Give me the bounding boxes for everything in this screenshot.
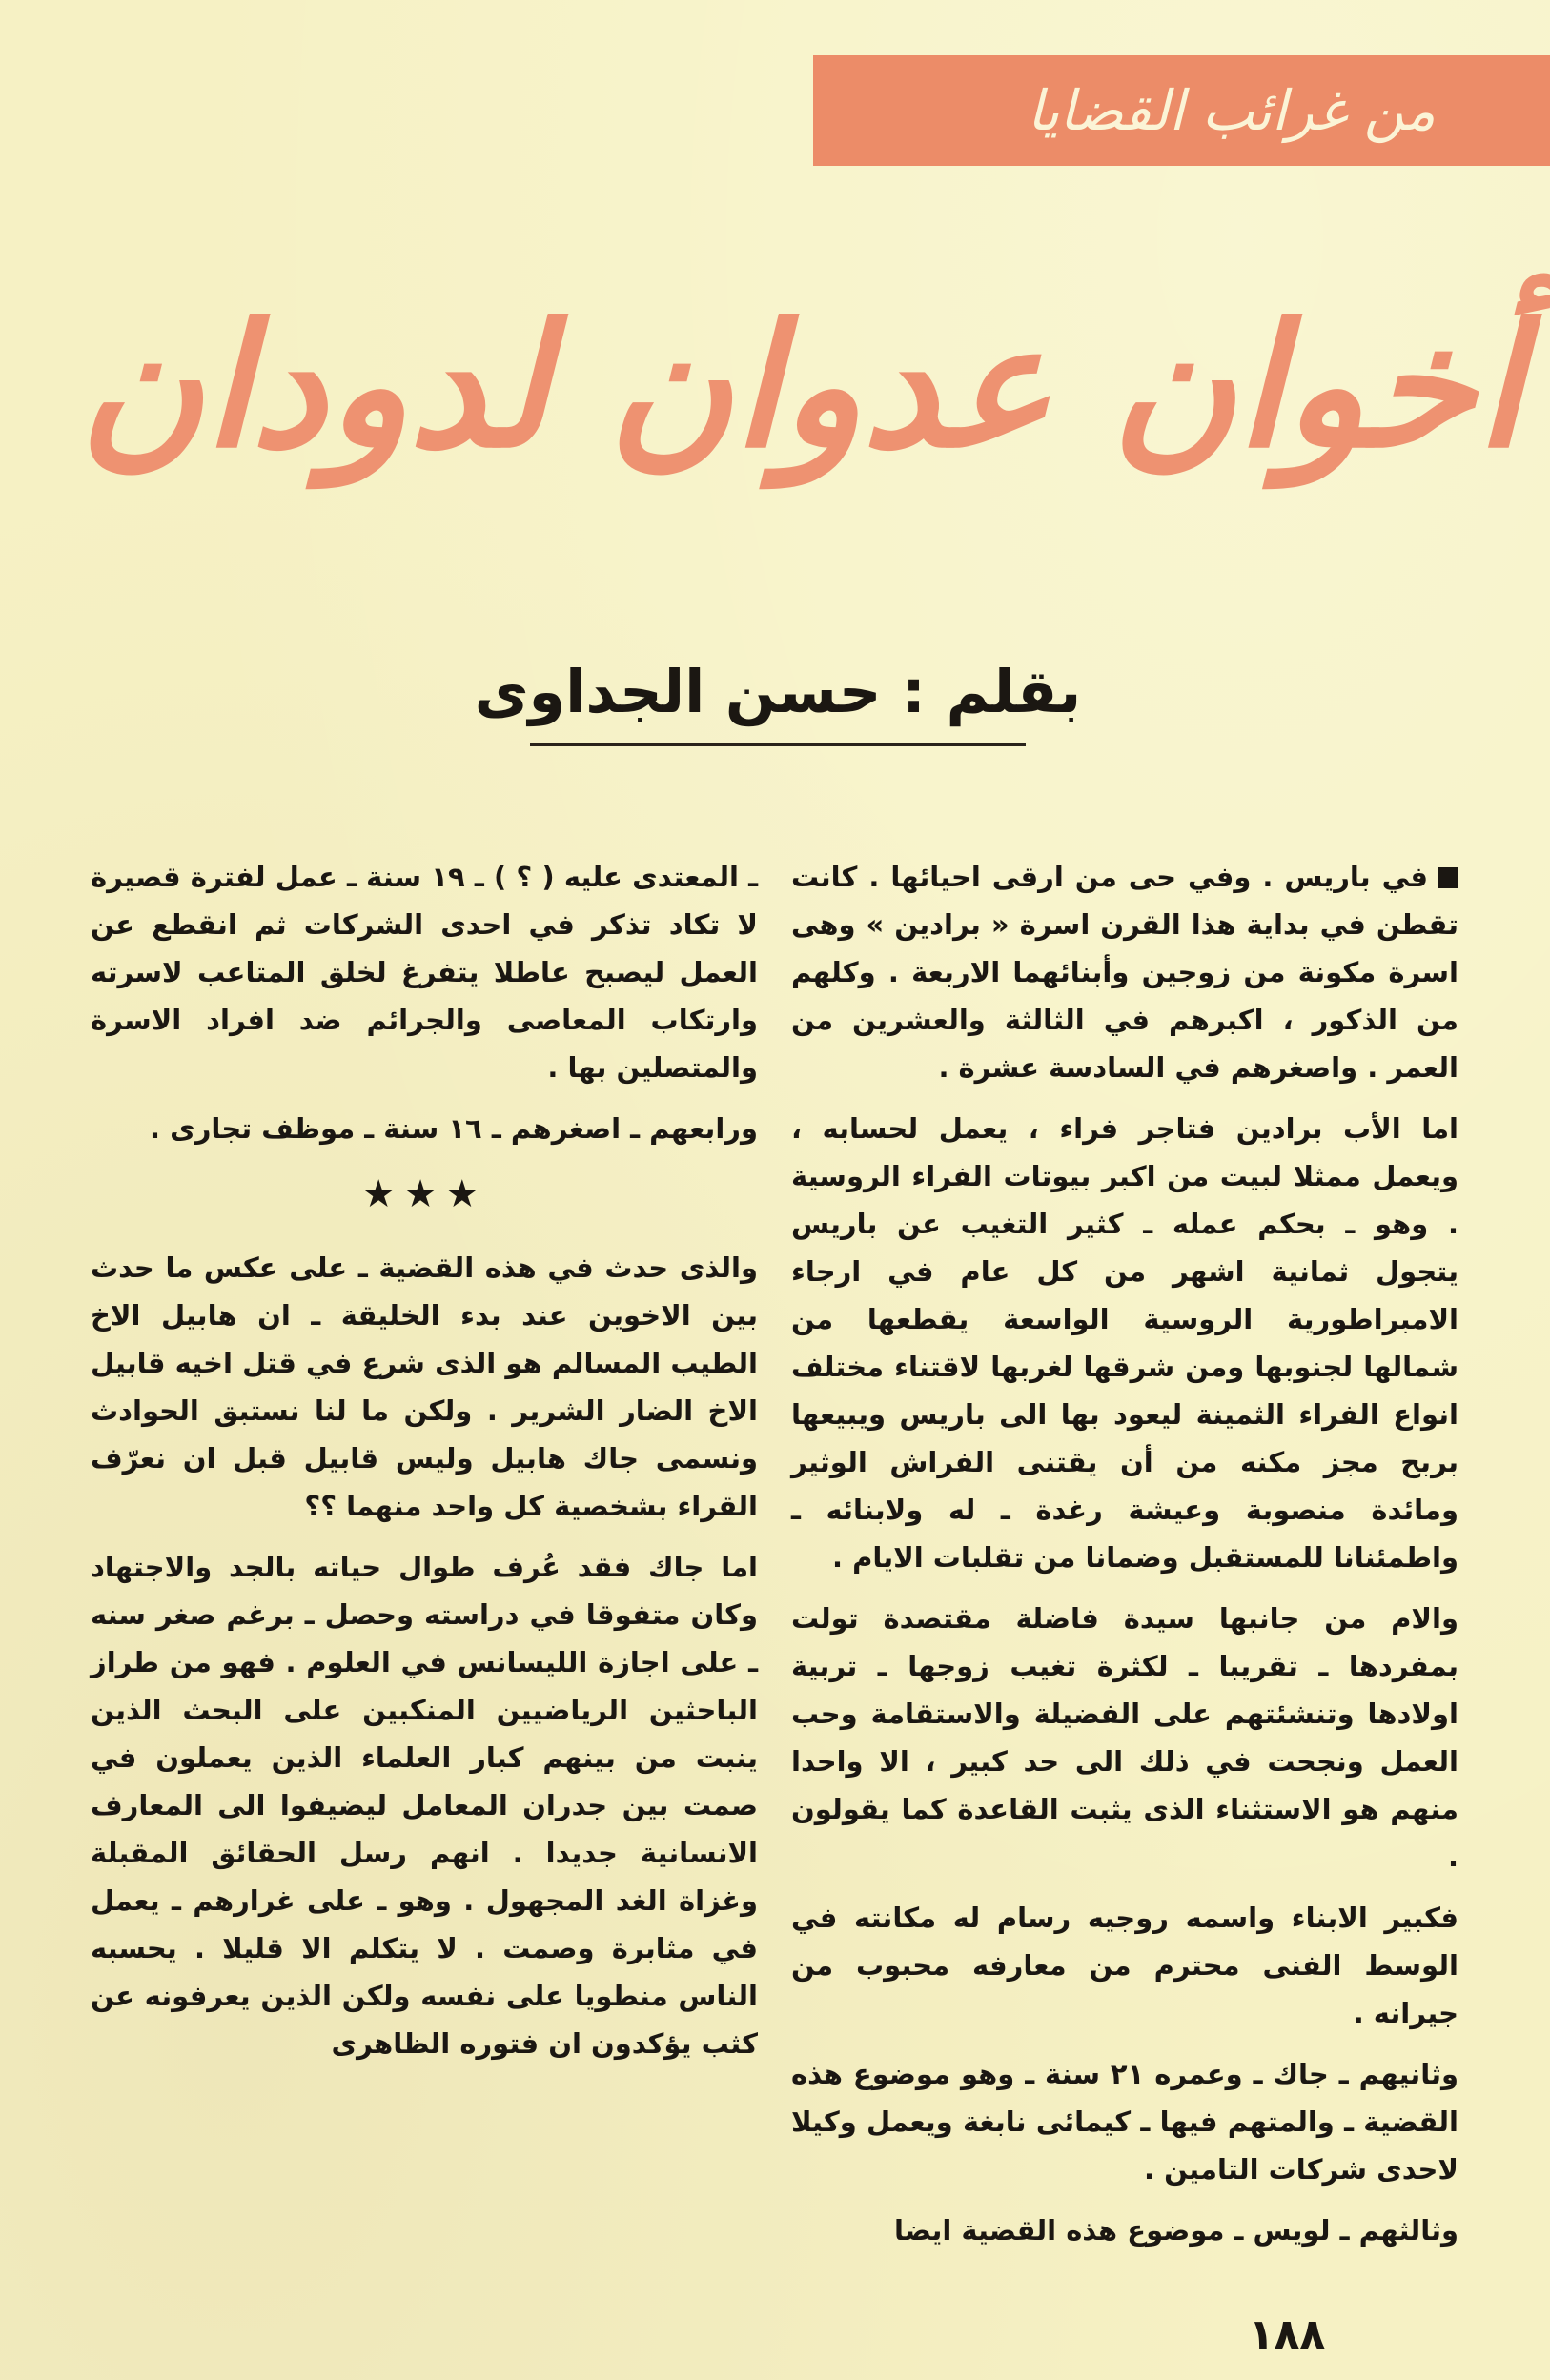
paragraph: والام من جانبها سيدة فاضلة مقتصدة تولت بمفردها ـ تقريبا ـ لكثرة تغيب زوجها ـ تربية اولادها وتنشئتهم على الفضيلة والاستقامة وحب العمل ونجحت في ذلك الى حد كبير ، الا واحدا منهم هو الاستثناء الذى يثبت القاعدة كما يقولون . [791,1602,1458,1873]
paragraph: اما جاك فقد عُرف طوال حياته بالجد والاجتهاد وكان متفوقا في دراسته وحصل ـ برغم صغر سنه ـ على اجازة الليسانس في العلوم . فهو من طراز الباحثين الرياضيين المنكبين على البحث الذين ينبت من بينهم كبار العلماء الذين يعملون في صمت بين جدران المعامل ليضيفوا الى المعارف الانسانية جديدا . انهم رسل الحقائق المقبلة وغزاة الغد المجهول . وهو ـ على غرارهم ـ يعمل في مثابرة وصمت . لا يتكلم الا قليلا . يحسبه الناس منطويا على نفسه ولكن الذين يعرفونه عن كثب يؤكدون ان فتوره الظاهرى [91,1551,758,2060]
paragraph: وثالثهم ـ لويس ـ موضوع هذه القضية ايضا [894,2214,1458,2247]
paragraph: ـ المعتدى عليه ( ؟ ) ـ ١٩ سنة ـ عمل لفترة قصيرة لا تكاد تذكر في احدى الشركات ثم انقطع عن العمل ليصبح عاطلا يتفرغ لخلق المتاعب لاسرته وارتكاب المعاصى والجرائم ضد افراد الاسرة والمتصلين بها . [91,861,758,1084]
left-column [91,853,758,2081]
paragraph: اما الأب برادين فتاجر فراء ، يعمل لحسابه ، ويعمل ممثلا لبيت من اكبر بيوتات الفراء الروسية . وهو ـ بحكم عمله ـ كثير التغيب عن باريس يتجول ثمانية اشهر من كل عام في ارجاء الامبراطورية الروسية الواسعة يقطعها من شمالها لجنوبها ومن شرقها لغربها لاقتناء مختلف انواع الفراء الثمينة ليعود بها الى باريس ويبيعها بربح مجز مكنه من أن يقتنى الفراش الوثير ومائدة منصوبة وعيشة رغدة ـ له ولابنائه ـ واطمئنانا للمستقبل وضمانا من تقلبات الايام . [791,1112,1458,1574]
page-number: ١٨٨ [1248,2310,1326,2359]
article-title: أخوان عدوان لدودان [78,286,1523,485]
series-label: من غرائب القضايا [1027,78,1436,143]
paragraph-text: في باريس . وفي حى من ارقى احيائها . كانت تقطن في بداية هذا القرن اسرة « برادين » وهى اسرة مكونة من زوجين وأبنائهما الاربعة . وكلهم من الذكور ، اكبرهم في الثالثة والعشرين من العمر . واصغرهم في السادسة عشرة . [791,861,1458,1084]
paragraph: فكبير الابناء واسمه روجيه رسام له مكانته في الوسط الفنى محترم من معارفه محبوب من جيرانه . [791,1902,1458,2029]
author-byline: بقلم : حسن الجداوى [474,656,1082,726]
square-bullet-icon [1438,867,1458,888]
series-banner [813,55,1550,166]
paragraph: وثانيهم ـ جاك ـ وعمره ٢١ سنة ـ وهو موضوع هذه القضية ـ والمتهم فيها ـ كيمائى نابغة ويعمل وكيلا لاحدى شركات التامين . [791,2058,1458,2186]
byline [474,639,1082,746]
paragraph: ورابعهم ـ اصغرهم ـ ١٦ سنة ـ موظف تجارى . [150,1112,758,1145]
paragraph [791,853,1458,1091]
section-separator-stars: ★★★ [361,1172,487,1216]
article-title-block [78,257,1523,515]
right-column [791,853,1458,2268]
paragraph: والذى حدث في هذه القضية ـ على عكس ما حدث بين الاخوين عند بدء الخليقة ـ ان هابيل الاخ الطيب المسالم هو الذى شرع في قتل اخيه قابيل الاخ الضار الشرير . ولكن ما لنا نستبق الحوادث ونسمى جاك هابيل وليس قابيل قبل ان نعرّف القراء بشخصية كل واحد منهما ؟؟ [91,1251,758,1522]
